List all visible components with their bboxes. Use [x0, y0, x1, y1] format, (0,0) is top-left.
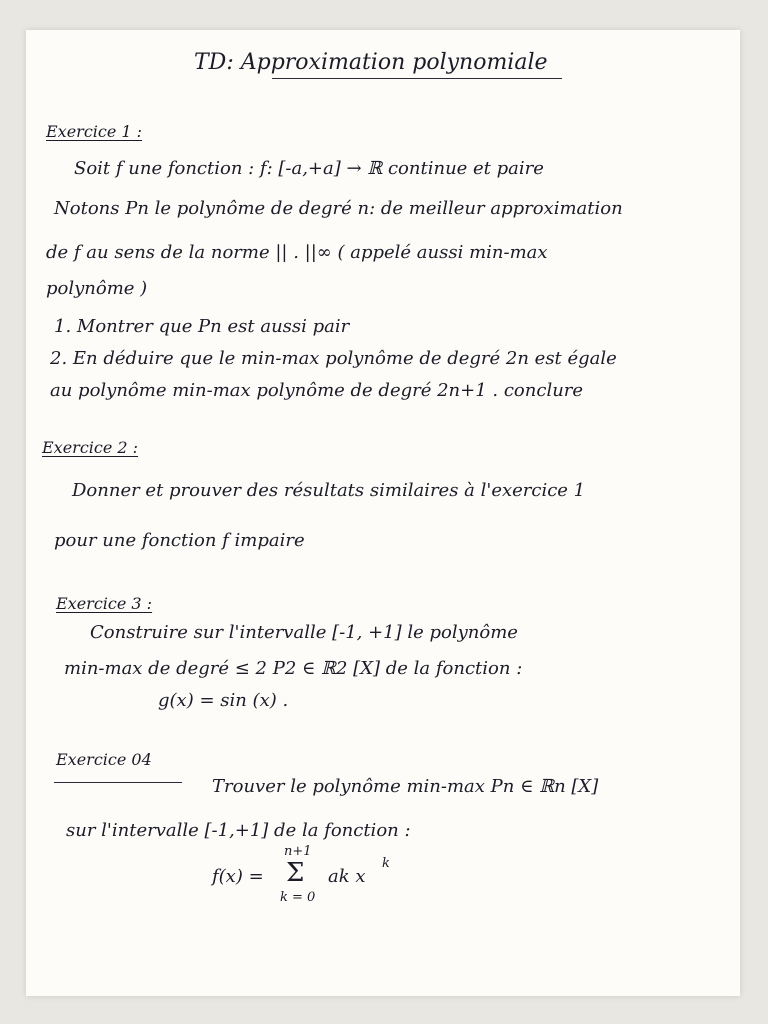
exercise-1-line: Soit f une fonction : f: [-a,+a] → ℝ continue et paire: [74, 158, 544, 179]
handwritten-page: [26, 30, 740, 996]
exercise-1-line: de f au sens de la norme || . ||∞ ( appelé aussi min-max: [46, 242, 548, 263]
exercise-4-underline: [54, 782, 182, 783]
exercise-4-heading: Exercice 04: [56, 750, 152, 769]
exercise-3-line: min-max de degré ≤ 2 P2 ∈ ℝ2 [X] de la fonction :: [64, 658, 523, 679]
exercise-1-line: Notons Pn le polynôme de degré n: de meilleur approximation: [54, 198, 623, 219]
sigma-symbol: Σ: [286, 858, 305, 888]
exercise-3-function: g(x) = sin (x) .: [158, 690, 289, 711]
exercise-1-heading: Exercice 1 :: [46, 122, 143, 141]
formula-lhs: f(x) =: [212, 866, 264, 887]
exercise-1-line: polynôme ): [46, 278, 148, 299]
formula-exponent: k: [382, 856, 390, 871]
sum-lower-bound: k = 0: [280, 890, 316, 905]
exercise-1-question: 2. En déduire que le min-max polynôme de degré 2n est égale: [50, 348, 617, 369]
formula-term: ak x: [328, 866, 366, 887]
exercise-2-line: Donner et prouver des résultats similaires à l'exercice 1: [72, 480, 586, 501]
exercise-2-heading: Exercice 2 :: [42, 438, 139, 457]
page-title: TD: Approximation polynomiale: [194, 50, 548, 75]
exercise-4-line: sur l'intervalle [-1,+1] de la fonction :: [66, 820, 411, 841]
exercise-3-heading: Exercice 3 :: [56, 594, 153, 613]
exercise-1-question: 1. Montrer que Pn est aussi pair: [54, 316, 350, 337]
exercise-4-line: Trouver le polynôme min-max Pn ∈ ℝn [X]: [212, 776, 599, 797]
sum-formula: [212, 844, 432, 914]
title-underline: [272, 78, 562, 79]
exercise-2-line: pour une fonction f impaire: [54, 530, 305, 551]
sum-upper-bound: n+1: [284, 844, 312, 859]
exercise-1-line: au polynôme min-max polynôme de degré 2n+1 . conclure: [50, 380, 584, 401]
exercise-3-line: Construire sur l'intervalle [-1, +1] le polynôme: [90, 622, 518, 643]
